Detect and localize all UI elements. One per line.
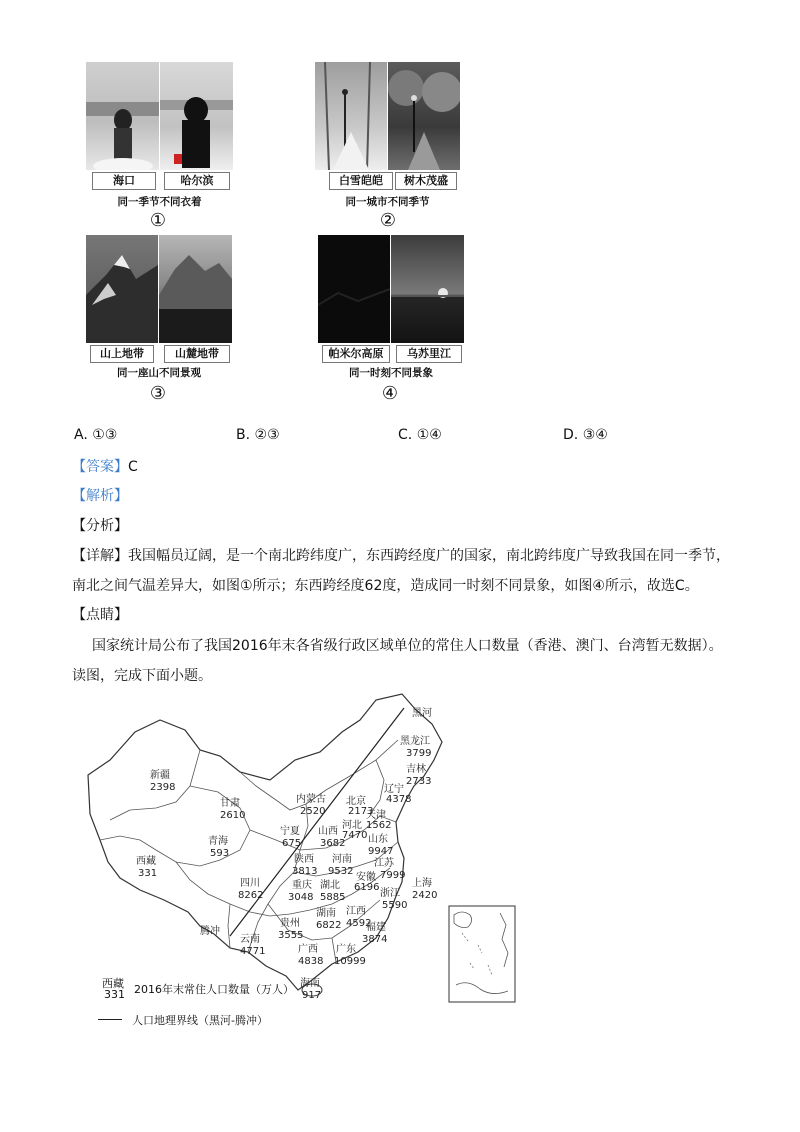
option-b-letter: B. [236, 427, 251, 443]
label-anhui: 安徽 [356, 872, 376, 883]
photo-haikou [86, 62, 159, 170]
value-guangdong: 10999 [334, 956, 366, 967]
figure-2-caption: 同一城市不同季节 [345, 196, 430, 208]
label-xinjiang: 新疆 [150, 770, 170, 781]
value-yunnan: 4771 [240, 946, 266, 957]
figure-4 [318, 235, 464, 381]
value-qinghai: 593 [210, 848, 230, 859]
figure-3-caption: 同一座山不同景观 [117, 367, 201, 379]
value-shanxi: 3682 [320, 838, 346, 849]
option-d-letter: D. [563, 427, 579, 443]
value-henan: 9532 [328, 866, 354, 877]
value-hainan: 917 [302, 990, 322, 1001]
label-qinghai: 青海 [208, 836, 228, 847]
answer-value: C [128, 459, 138, 475]
label-hebei: 河北 [342, 820, 362, 831]
figure-2 [315, 62, 460, 212]
value-zhejiang: 5590 [382, 900, 408, 911]
value-hunan: 6822 [316, 920, 342, 931]
label-sichuan: 四川 [240, 878, 260, 889]
label-hunan: 湖南 [316, 908, 336, 919]
label-tianjin: 天津 [366, 810, 386, 821]
label-shaanxi: 陕西 [294, 854, 314, 865]
option-a-letter: A. [74, 427, 88, 443]
photo-snow [315, 62, 387, 170]
label-pamir: 帕米尔高原 [322, 345, 390, 363]
label-gansu: 甘肃 [220, 798, 240, 809]
detail-line-2: 南北之间气温差异大，如图①所示；东西跨经度62度，造成同一时刻不同景象，如图④所示，故选C。 [72, 578, 699, 594]
photo-harbin [160, 62, 233, 170]
value-shandong: 9947 [368, 846, 394, 857]
label-mountain-foot: 山麓地带 [164, 345, 230, 363]
value-jiangxi: 4592 [346, 918, 372, 929]
option-d[interactable] [563, 427, 608, 443]
value-heilongjiang: 3799 [406, 748, 432, 759]
figure-1-caption: 同一季节不同衣着 [117, 196, 202, 208]
legend-example-name: 西藏 [102, 977, 124, 990]
label-jiangsu: 江苏 [374, 858, 394, 869]
legend-line-sample [98, 1019, 122, 1020]
option-c-text: ①④ [416, 427, 442, 443]
value-xizang: 331 [138, 868, 158, 879]
label-shanghai: 上海 [412, 878, 432, 889]
label-shanxi: 山西 [318, 826, 338, 837]
detail-text-1: 我国幅员辽阔，是一个南北跨纬度广，东西跨经度广的国家，南北跨纬度广导致我国在同一季节， [128, 548, 730, 564]
figure-4-caption: 同一时刻不同景象 [349, 367, 433, 379]
figure-3-number: ③ [149, 383, 167, 404]
photo-mountain-top [86, 235, 158, 343]
label-jiangxi: 江西 [346, 906, 366, 917]
label-guangxi: 广西 [298, 944, 318, 955]
label-mountain-top: 山上地带 [90, 345, 154, 363]
label-haikou: 海口 [92, 172, 156, 190]
label-snow: 白雪皑皑 [329, 172, 393, 190]
value-xinjiang: 2398 [150, 782, 176, 793]
analysis-label: 【解析】 [72, 488, 128, 504]
label-ningxia: 宁夏 [280, 826, 300, 837]
province-labels [136, 707, 437, 1001]
label-fujian: 福建 [366, 922, 386, 933]
value-shaanxi: 3813 [292, 866, 318, 877]
value-hebei: 7470 [342, 830, 368, 841]
photo-wusuli [391, 235, 464, 343]
label-henan: 河南 [332, 854, 352, 865]
figure-2-number: ② [379, 210, 397, 231]
value-chongqing: 3048 [288, 892, 314, 903]
label-wusuli: 乌苏里江 [396, 345, 462, 363]
option-c[interactable] [398, 427, 442, 443]
legend-line-label: 人口地理界线（黑河-腾冲） [132, 1014, 268, 1027]
label-trees: 树木茂盛 [395, 172, 457, 190]
detail-label: 【详解】 [72, 548, 128, 564]
value-anhui: 6196 [354, 882, 380, 893]
label-shandong: 山东 [368, 834, 388, 845]
figure-3 [86, 235, 232, 381]
value-gansu: 2610 [220, 810, 246, 821]
label-xizang: 西藏 [136, 856, 156, 867]
value-guangxi: 4838 [298, 956, 324, 967]
label-chongqing: 重庆 [292, 880, 312, 891]
intro-line-1: 国家统计局公布了我国2016年末各省级行政区域单位的常住人口数量（香港、澳门、台湾暂无数据）。 [92, 638, 723, 654]
option-a-text: ①③ [92, 427, 118, 443]
figure-1 [86, 62, 233, 212]
value-liaoning: 4378 [386, 794, 412, 805]
option-d-text: ③④ [582, 427, 608, 443]
answer-label: 【答案】 [72, 459, 128, 475]
figure-1-number: ① [149, 210, 167, 231]
value-fujian: 3874 [362, 934, 388, 945]
label-hubei: 湖北 [320, 880, 340, 891]
option-b-text: ②③ [254, 427, 280, 443]
label-zhejiang: 浙江 [380, 888, 400, 899]
answer-line [72, 457, 138, 477]
label-tengchong: 腾冲 [200, 926, 220, 937]
value-guizhou: 3555 [278, 930, 304, 941]
label-beijing: 北京 [346, 796, 366, 807]
photo-trees [388, 62, 460, 170]
option-c-letter: C. [398, 427, 413, 443]
label-yunnan: 云南 [240, 934, 260, 945]
label-guizhou: 贵州 [280, 918, 300, 929]
intro-line-2: 读图，完成下面小题。 [72, 668, 212, 684]
value-jiangsu: 7999 [380, 870, 406, 881]
option-b[interactable] [236, 427, 280, 443]
value-neimenggu: 2520 [300, 806, 326, 817]
photo-mountain-foot [159, 235, 232, 343]
dianjing-label: 【点睛】 [72, 607, 128, 623]
legend-example-value: 331 [104, 988, 125, 1001]
value-shanghai: 2420 [412, 890, 438, 901]
legend-title: 2016年末常住人口数量（万人） [134, 983, 294, 996]
label-neimenggu: 内蒙古 [296, 794, 326, 805]
value-beijing: 2173 [348, 806, 374, 817]
value-hubei: 5885 [320, 892, 346, 903]
label-jilin: 吉林 [406, 764, 426, 775]
south-china-sea-inset [448, 905, 516, 1003]
label-heihe: 黑河 [412, 708, 432, 719]
label-heilongjiang: 黑龙江 [400, 736, 430, 747]
photo-pamir [318, 235, 390, 343]
value-jilin: 2733 [406, 776, 432, 787]
value-ningxia: 675 [282, 838, 302, 849]
value-sichuan: 8262 [238, 890, 264, 901]
label-harbin: 哈尔滨 [164, 172, 230, 190]
label-guangdong: 广东 [336, 944, 356, 955]
label-liaoning: 辽宁 [384, 784, 404, 795]
option-a[interactable] [74, 427, 117, 443]
detail-line-1 [72, 546, 730, 566]
label-hainan: 海南 [300, 978, 320, 989]
fenxi-label: 【分析】 [72, 518, 128, 534]
figure-4-number: ④ [381, 383, 399, 404]
value-tianjin: 1562 [366, 820, 392, 831]
